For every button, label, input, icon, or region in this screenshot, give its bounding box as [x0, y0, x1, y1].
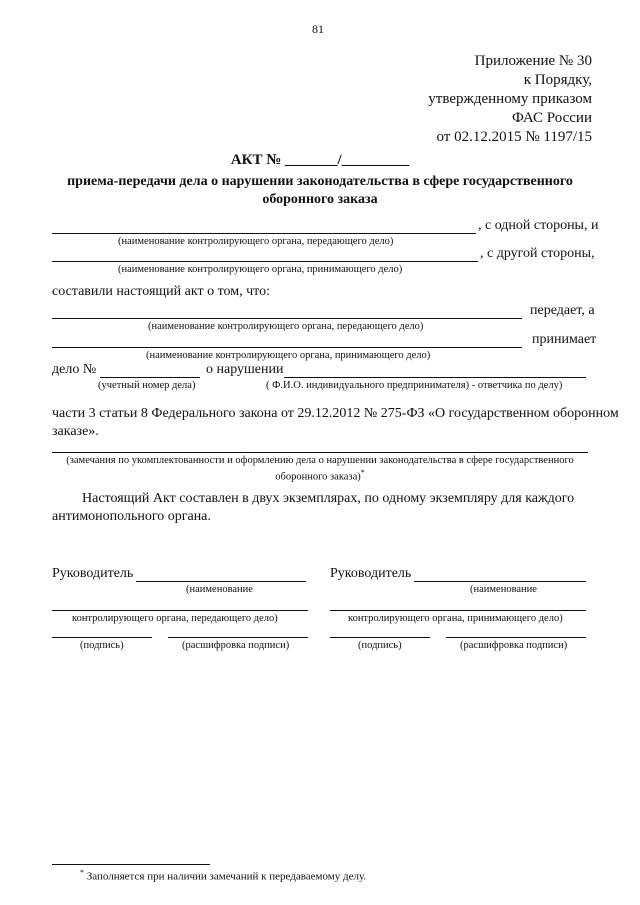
act-subtitle-line1: приема-передачи дела о нарушении законодательства в сфере государственного [67, 174, 573, 189]
right-head-label: Руководитель [330, 566, 412, 581]
left-caption-decoding: (расшифровка подписи) [182, 640, 290, 651]
right-head-line [414, 581, 586, 582]
right-signature-line [330, 637, 430, 638]
caption-defendant: ( Ф.И.О. индивидуального предпринимателя) - ответчика по делу) [266, 380, 563, 391]
right-org-line [330, 610, 586, 611]
caption-transferring-authority: (наименование контролирующего органа, передающего дело) [118, 236, 394, 247]
remarks-footnote-mark: * [360, 468, 365, 477]
left-caption-org: контролирующего органа, передающего дело) [72, 613, 278, 624]
left-caption-signature: (подпись) [80, 640, 124, 651]
transferring-authority-line [52, 233, 476, 234]
transfers-line [52, 318, 522, 319]
left-caption-name: (наименование [186, 584, 253, 595]
defendant-line [284, 377, 586, 378]
right-caption-org: контролирующего органа, принимающего дело) [348, 613, 563, 624]
act-title: АКТ № _______/_________ [230, 152, 410, 168]
left-head-label: Руководитель [52, 566, 134, 581]
appendix-block [428, 52, 592, 147]
remarks-caption-line2 [0, 468, 640, 483]
statement-line2: антимонопольного органа. [52, 509, 211, 524]
appendix-date: от 02.12.2015 № 1197/15 [436, 129, 592, 145]
one-side-text: , с одной стороны, и [478, 218, 599, 233]
act-subtitle-line2: оборонного заказа [262, 192, 378, 207]
remarks-line [52, 452, 588, 453]
law-reference-line2: заказе». [52, 424, 99, 439]
right-decoding-line [446, 637, 586, 638]
receiving-authority-line [52, 261, 478, 262]
left-signature-line [52, 637, 152, 638]
remarks-caption-text: оборонного заказа) [275, 471, 361, 483]
appendix-approved: утвержденному приказом [428, 91, 592, 107]
composed-text: составили настоящий акт о том, что: [52, 284, 270, 299]
left-decoding-line [168, 637, 308, 638]
other-side-text: , с другой стороны, [480, 246, 595, 261]
footnote-mark: * [80, 868, 84, 877]
transfers-text: передает, а [530, 303, 595, 318]
receives-text: принимает [532, 332, 597, 347]
footnote [80, 868, 366, 883]
law-reference-line1: части 3 статьи 8 Федерального закона от 29.12.2012 № 275-ФЗ «О государственном оборонном [52, 406, 619, 421]
left-head-line [136, 581, 306, 582]
receives-line [52, 347, 522, 348]
appendix-authority: ФАС России [512, 110, 592, 126]
case-number-label: дело № [52, 362, 97, 377]
violation-label: о нарушении [206, 362, 284, 377]
statement-line1: Настоящий Акт составлен в двух экземплярах, по одному экземпляру для каждого [82, 491, 575, 506]
footnote-separator [52, 864, 210, 865]
appendix-order-ref: к Порядку, [523, 72, 592, 88]
right-caption-decoding: (расшифровка подписи) [460, 640, 568, 651]
caption-receiving-authority: (наименование контролирующего органа, принимающего дело) [118, 264, 403, 275]
case-number-line [100, 377, 200, 378]
remarks-caption-line1: (замечания по укомплектованности и оформлению дела о нарушении законодательства в сфере государственного [66, 455, 574, 466]
appendix-number: Приложение № 30 [474, 53, 592, 69]
caption-case-number: (учетный номер дела) [98, 380, 196, 391]
caption-receiving-authority-2: (наименование контролирующего органа, принимающего дело) [146, 350, 431, 361]
footnote-text: Заполняется при наличии замечаний к передаваемому делу. [86, 870, 367, 883]
left-org-line [52, 610, 308, 611]
page-number: 81 [312, 22, 324, 36]
right-caption-signature: (подпись) [358, 640, 402, 651]
caption-transferring-authority-2: (наименование контролирующего органа, передающего дело) [148, 321, 424, 332]
right-caption-name: (наименование [470, 584, 537, 595]
